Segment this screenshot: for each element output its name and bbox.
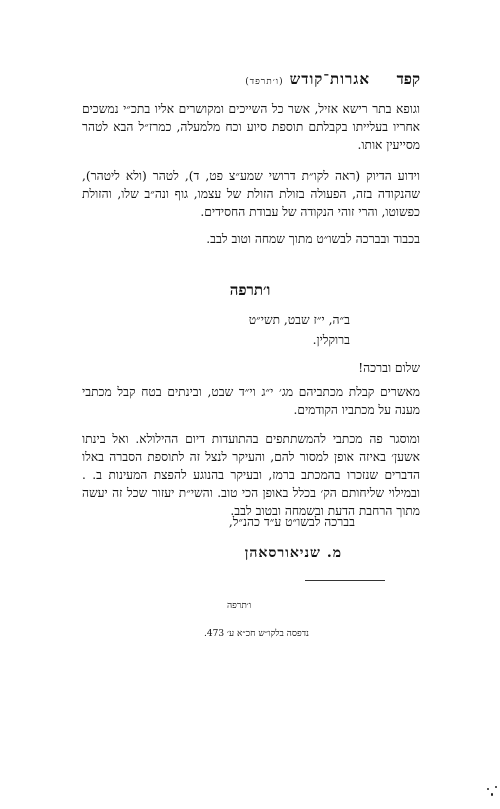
- closing-blessing-1: בכבוד ובברכה לבשו״ט מתוך שמחה וטוב לבב.: [206, 232, 420, 246]
- paragraph-1: וגופא בתר רישא אזיל, אשר כל השייכים ומקושרים אליו בתכ״י נמשכים אחריו בעלייתו בקבלתם תוספת סיוע וכח מלמעלה, כמרז״ל הבא לטהר מסייעין אותו.: [82, 102, 420, 152]
- paragraph-3: מאשרים קבלת מכתביהם מג׳ י״ג וי״ד שבט, ובינתים בטח קבל מכתבי מענה על מכתביו הקודמים.: [82, 385, 420, 417]
- page-number: קפד: [396, 70, 420, 88]
- page-running-title: [245, 70, 370, 89]
- running-title-letter-number: (ו׳תרפד): [245, 77, 284, 87]
- page-header: [95, 70, 420, 94]
- paragraph-4: ומוסגר פה מכתבי להמשתתפים בהתועדות דיום ההילולא. ואל בינתו אשען׳ באיזה אופן למסור להם, והעיקר לנצל זה לתוספת הסברה באלו הדברים שנזכרו בהמכתב ברמז, ובעיקר בהנוגע להפצת המעינות ב. . ובמילוי שליחותם הק׳ בכלל באופן הכי טוב. והשי״ת יעזור שכל זה יעשה מתוך הרחבת הדעת ובשמחה ובטוב לבב.: [82, 432, 420, 518]
- greeting: שלום וברכה!: [358, 361, 420, 375]
- scan-speck: [495, 786, 497, 788]
- footnote-divider: [305, 580, 385, 581]
- date-line: ב״ה, י״ז שבט, תשי״ט: [248, 313, 350, 327]
- place-line: ברוקלין.: [312, 333, 350, 347]
- paragraph-2: וידוע הדיוק (ראה לקו״ת דרושי שמע״צ פט, ד), לטהר (ולא ליטהר), שהנקודה בזה, הפעולה בזולת הזולת של עצמו, גוף ונה״ב שלו, והזולת כפשוטו, והרי זוהי הנקודה של עבודת החסידים.: [82, 169, 420, 219]
- scan-specks: [485, 785, 499, 799]
- footnote-text: נדפסה בלקו״ש חכ״א ע׳ 473.: [204, 629, 309, 639]
- scan-speck: [487, 788, 489, 790]
- running-title-text: אגרות־קודש: [289, 70, 370, 88]
- footnote-label: ו׳תרפה: [227, 601, 252, 611]
- closing-blessing-2: בברכה לבשו״ט ע״ד כהנ״ל,: [228, 515, 355, 529]
- scan-speck: [491, 793, 493, 796]
- signature: מ. שניאורסאהן: [244, 545, 342, 561]
- letter-title: ו׳תרפה: [229, 281, 271, 299]
